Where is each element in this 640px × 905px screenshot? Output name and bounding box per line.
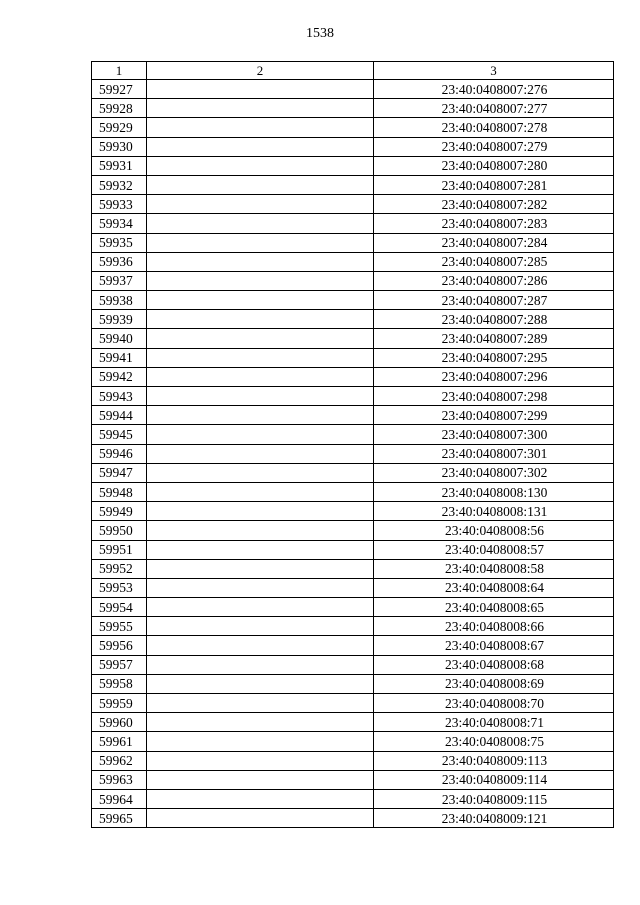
cadastral-number-cell: 23:40:0408009:114 [374, 770, 614, 789]
row-number-cell: 59949 [92, 502, 147, 521]
row-description-cell [147, 694, 374, 713]
row-description-cell [147, 195, 374, 214]
table-row [92, 617, 614, 636]
table-row [92, 291, 614, 310]
row-description-cell [147, 310, 374, 329]
row-description-cell [147, 99, 374, 118]
cadastral-number-cell: 23:40:0408007:299 [374, 406, 614, 425]
table-row [92, 425, 614, 444]
table-row [92, 482, 614, 501]
table-row [92, 310, 614, 329]
cadastral-number-cell: 23:40:0408008:67 [374, 636, 614, 655]
row-number-cell: 59956 [92, 636, 147, 655]
cadastral-number-cell: 23:40:0408008:64 [374, 578, 614, 597]
row-number-cell: 59938 [92, 291, 147, 310]
row-number-cell: 59942 [92, 367, 147, 386]
cadastral-number-cell: 23:40:0408008:58 [374, 559, 614, 578]
cadastral-number-cell: 23:40:0408008:65 [374, 598, 614, 617]
cadastral-number-cell: 23:40:0408007:300 [374, 425, 614, 444]
row-number-cell: 59961 [92, 732, 147, 751]
cadastral-number-cell: 23:40:0408007:281 [374, 175, 614, 194]
table-row [92, 463, 614, 482]
table-row [92, 271, 614, 290]
cadastral-number-cell: 23:40:0408007:277 [374, 99, 614, 118]
row-description-cell [147, 406, 374, 425]
row-description-cell [147, 291, 374, 310]
cadastral-number-cell: 23:40:0408007:278 [374, 118, 614, 137]
cadastral-number-cell: 23:40:0408007:302 [374, 463, 614, 482]
table-row [92, 809, 614, 828]
row-description-cell [147, 118, 374, 137]
row-number-cell: 59950 [92, 521, 147, 540]
row-number-cell: 59931 [92, 156, 147, 175]
table-row [92, 598, 614, 617]
table-row [92, 80, 614, 99]
row-number-cell: 59928 [92, 99, 147, 118]
row-description-cell [147, 444, 374, 463]
table-row [92, 406, 614, 425]
registry-table [91, 61, 614, 828]
cadastral-number-cell: 23:40:0408007:289 [374, 329, 614, 348]
row-description-cell [147, 751, 374, 770]
table-row [92, 233, 614, 252]
row-number-cell: 59944 [92, 406, 147, 425]
cadastral-number-cell: 23:40:0408008:68 [374, 655, 614, 674]
row-description-cell [147, 713, 374, 732]
table-row [92, 578, 614, 597]
table-row [92, 329, 614, 348]
row-description-cell [147, 329, 374, 348]
row-number-cell: 59952 [92, 559, 147, 578]
cadastral-number-cell: 23:40:0408008:56 [374, 521, 614, 540]
cadastral-number-cell: 23:40:0408007:280 [374, 156, 614, 175]
table-row [92, 674, 614, 693]
row-number-cell: 59955 [92, 617, 147, 636]
row-number-cell: 59946 [92, 444, 147, 463]
row-description-cell [147, 175, 374, 194]
table-row [92, 655, 614, 674]
table-row [92, 387, 614, 406]
row-number-cell: 59943 [92, 387, 147, 406]
table-body [92, 80, 614, 828]
row-number-cell: 59951 [92, 540, 147, 559]
row-number-cell: 59939 [92, 310, 147, 329]
cadastral-number-cell: 23:40:0408007:279 [374, 137, 614, 156]
row-number-cell: 59960 [92, 713, 147, 732]
row-description-cell [147, 578, 374, 597]
row-description-cell [147, 271, 374, 290]
cadastral-number-cell: 23:40:0408008:71 [374, 713, 614, 732]
cadastral-number-cell: 23:40:0408007:276 [374, 80, 614, 99]
row-number-cell: 59953 [92, 578, 147, 597]
row-number-cell: 59932 [92, 175, 147, 194]
table-row [92, 118, 614, 137]
row-number-cell: 59959 [92, 694, 147, 713]
cadastral-number-cell: 23:40:0408007:296 [374, 367, 614, 386]
row-number-cell: 59929 [92, 118, 147, 137]
row-number-cell: 59957 [92, 655, 147, 674]
table-row [92, 770, 614, 789]
cadastral-number-cell: 23:40:0408007:282 [374, 195, 614, 214]
cadastral-number-cell: 23:40:0408007:295 [374, 348, 614, 367]
row-number-cell: 59937 [92, 271, 147, 290]
row-number-cell: 59962 [92, 751, 147, 770]
table-row [92, 99, 614, 118]
cadastral-number-cell: 23:40:0408009:113 [374, 751, 614, 770]
cadastral-number-cell: 23:40:0408008:69 [374, 674, 614, 693]
row-number-cell: 59940 [92, 329, 147, 348]
row-description-cell [147, 252, 374, 271]
table-row [92, 348, 614, 367]
row-number-cell: 59935 [92, 233, 147, 252]
table-row [92, 195, 614, 214]
row-description-cell [147, 502, 374, 521]
row-description-cell [147, 214, 374, 233]
row-number-cell: 59933 [92, 195, 147, 214]
table-row [92, 751, 614, 770]
cadastral-number-cell: 23:40:0408007:287 [374, 291, 614, 310]
cadastral-number-cell: 23:40:0408007:301 [374, 444, 614, 463]
table-row [92, 694, 614, 713]
cadastral-number-cell: 23:40:0408008:75 [374, 732, 614, 751]
table-row [92, 502, 614, 521]
cadastral-number-cell: 23:40:0408007:285 [374, 252, 614, 271]
table-row [92, 789, 614, 808]
cadastral-number-cell: 23:40:0408009:121 [374, 809, 614, 828]
row-description-cell [147, 540, 374, 559]
cadastral-number-cell: 23:40:0408008:66 [374, 617, 614, 636]
row-number-cell: 59963 [92, 770, 147, 789]
cadastral-number-cell: 23:40:0408007:288 [374, 310, 614, 329]
table-row [92, 175, 614, 194]
table-row [92, 559, 614, 578]
row-description-cell [147, 674, 374, 693]
row-description-cell [147, 80, 374, 99]
row-number-cell: 59941 [92, 348, 147, 367]
table-row [92, 214, 614, 233]
row-description-cell [147, 137, 374, 156]
table-row [92, 156, 614, 175]
table-row [92, 521, 614, 540]
cadastral-number-cell: 23:40:0408009:115 [374, 789, 614, 808]
row-number-cell: 59965 [92, 809, 147, 828]
column-header-1: 1 [92, 62, 147, 80]
row-number-cell: 59945 [92, 425, 147, 444]
table-row [92, 540, 614, 559]
cadastral-number-cell: 23:40:0408007:298 [374, 387, 614, 406]
row-description-cell [147, 233, 374, 252]
row-description-cell [147, 732, 374, 751]
row-description-cell [147, 425, 374, 444]
cadastral-number-cell: 23:40:0408007:284 [374, 233, 614, 252]
table-row [92, 444, 614, 463]
table-row [92, 137, 614, 156]
column-header-3: 3 [374, 62, 614, 80]
cadastral-number-cell: 23:40:0408007:286 [374, 271, 614, 290]
row-description-cell [147, 387, 374, 406]
row-number-cell: 59934 [92, 214, 147, 233]
row-number-cell: 59964 [92, 789, 147, 808]
row-description-cell [147, 559, 374, 578]
row-description-cell [147, 463, 374, 482]
row-description-cell [147, 789, 374, 808]
row-description-cell [147, 521, 374, 540]
row-number-cell: 59958 [92, 674, 147, 693]
table-row [92, 367, 614, 386]
table-row [92, 732, 614, 751]
row-description-cell [147, 348, 374, 367]
table-row [92, 713, 614, 732]
row-description-cell [147, 617, 374, 636]
column-header-2: 2 [147, 62, 374, 80]
cadastral-number-cell: 23:40:0408007:283 [374, 214, 614, 233]
row-number-cell: 59927 [92, 80, 147, 99]
row-number-cell: 59947 [92, 463, 147, 482]
row-description-cell [147, 770, 374, 789]
row-number-cell: 59930 [92, 137, 147, 156]
header-row [92, 62, 614, 80]
row-description-cell [147, 482, 374, 501]
cadastral-number-cell: 23:40:0408008:70 [374, 694, 614, 713]
row-number-cell: 59936 [92, 252, 147, 271]
row-description-cell [147, 156, 374, 175]
row-description-cell [147, 636, 374, 655]
table-row [92, 636, 614, 655]
page-number: 1538 [306, 26, 334, 41]
row-description-cell [147, 367, 374, 386]
row-description-cell [147, 655, 374, 674]
row-number-cell: 59948 [92, 482, 147, 501]
cadastral-number-cell: 23:40:0408008:131 [374, 502, 614, 521]
row-description-cell [147, 598, 374, 617]
table-header [92, 62, 614, 80]
cadastral-number-cell: 23:40:0408008:57 [374, 540, 614, 559]
table-row [92, 252, 614, 271]
row-number-cell: 59954 [92, 598, 147, 617]
row-description-cell [147, 809, 374, 828]
cadastral-number-cell: 23:40:0408008:130 [374, 482, 614, 501]
